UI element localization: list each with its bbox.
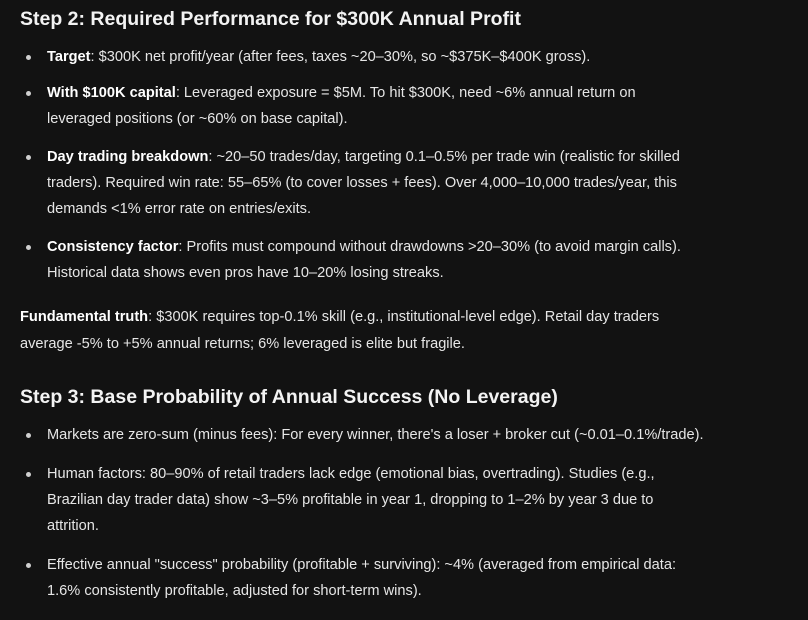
item-text: Markets are zero-sum (minus fees): For every winner, there's a loser + broker cut (~0.01–0.1%/trade).: [47, 427, 704, 443]
bullet-icon: [26, 472, 31, 477]
item-text: : ~20–50 trades/day, targeting 0.1–0.5% per trade win (realistic for skilled: [208, 149, 680, 165]
list-item-success-probability: [47, 552, 802, 604]
paragraph-text: : $300K requires top-0.1% skill (e.g., institutional-level edge). Retail day traders: [148, 309, 660, 325]
paragraph-text: average -5% to +5% annual returns; 6% leveraged is elite but fragile.: [20, 336, 465, 352]
fundamental-truth-paragraph: [20, 304, 800, 358]
list-item-consistency: [47, 234, 802, 286]
item-label: Target: [47, 49, 91, 65]
paragraph-label: Fundamental truth: [20, 309, 149, 325]
item-label: Day trading breakdown: [47, 149, 209, 165]
item-text: Historical data shows even pros have 10–20% losing streaks.: [47, 265, 444, 281]
item-text: leveraged positions (or ~60% on base capital).: [47, 111, 348, 127]
item-text: : $300K net profit/year (after fees, taxes ~20–30%, so ~$375K–$400K gross).: [90, 49, 591, 65]
list-item-human-factors: [47, 461, 802, 539]
bullet-icon: [26, 155, 31, 160]
item-text: 1.6% consistently profitable, adjusted for short-term wins).: [47, 583, 422, 599]
item-text: : Profits must compound without drawdowns >20–30% (to avoid margin calls).: [178, 239, 681, 255]
bullet-icon: [26, 433, 31, 438]
list-item-target: [47, 44, 802, 70]
item-text: demands <1% error rate on entries/exits.: [47, 201, 312, 217]
list-item-zero-sum: [47, 422, 802, 448]
item-text: traders). Required win rate: 55–65% (to cover losses + fees). Over 4,000–10,000 trades/year, this: [47, 175, 677, 191]
step2-heading: Step 2: Required Performance for $300K Annual Profit: [20, 8, 521, 30]
bullet-icon: [26, 55, 31, 60]
step3-heading: Step 3: Base Probability of Annual Success (No Leverage): [20, 386, 558, 408]
list-item-capital: [47, 80, 802, 132]
item-text: Brazilian day trader data) show ~3–5% profitable in year 1, dropping to 1–2% by year 3 due to: [47, 492, 654, 508]
item-label: Consistency factor: [47, 239, 179, 255]
item-text: : Leveraged exposure = $5M. To hit $300K, need ~6% annual return on: [175, 85, 636, 101]
item-text: attrition.: [47, 518, 99, 534]
list-item-day-trading: [47, 144, 802, 222]
bullet-icon: [26, 245, 31, 250]
bullet-icon: [26, 91, 31, 96]
item-label: With $100K capital: [47, 85, 176, 101]
item-text: Human factors: 80–90% of retail traders lack edge (emotional bias, overtrading). Studies (e.g.,: [47, 466, 655, 482]
item-text: Effective annual "success" probability (profitable + surviving): ~4% (averaged from empirical data:: [47, 557, 677, 573]
bullet-icon: [26, 563, 31, 568]
